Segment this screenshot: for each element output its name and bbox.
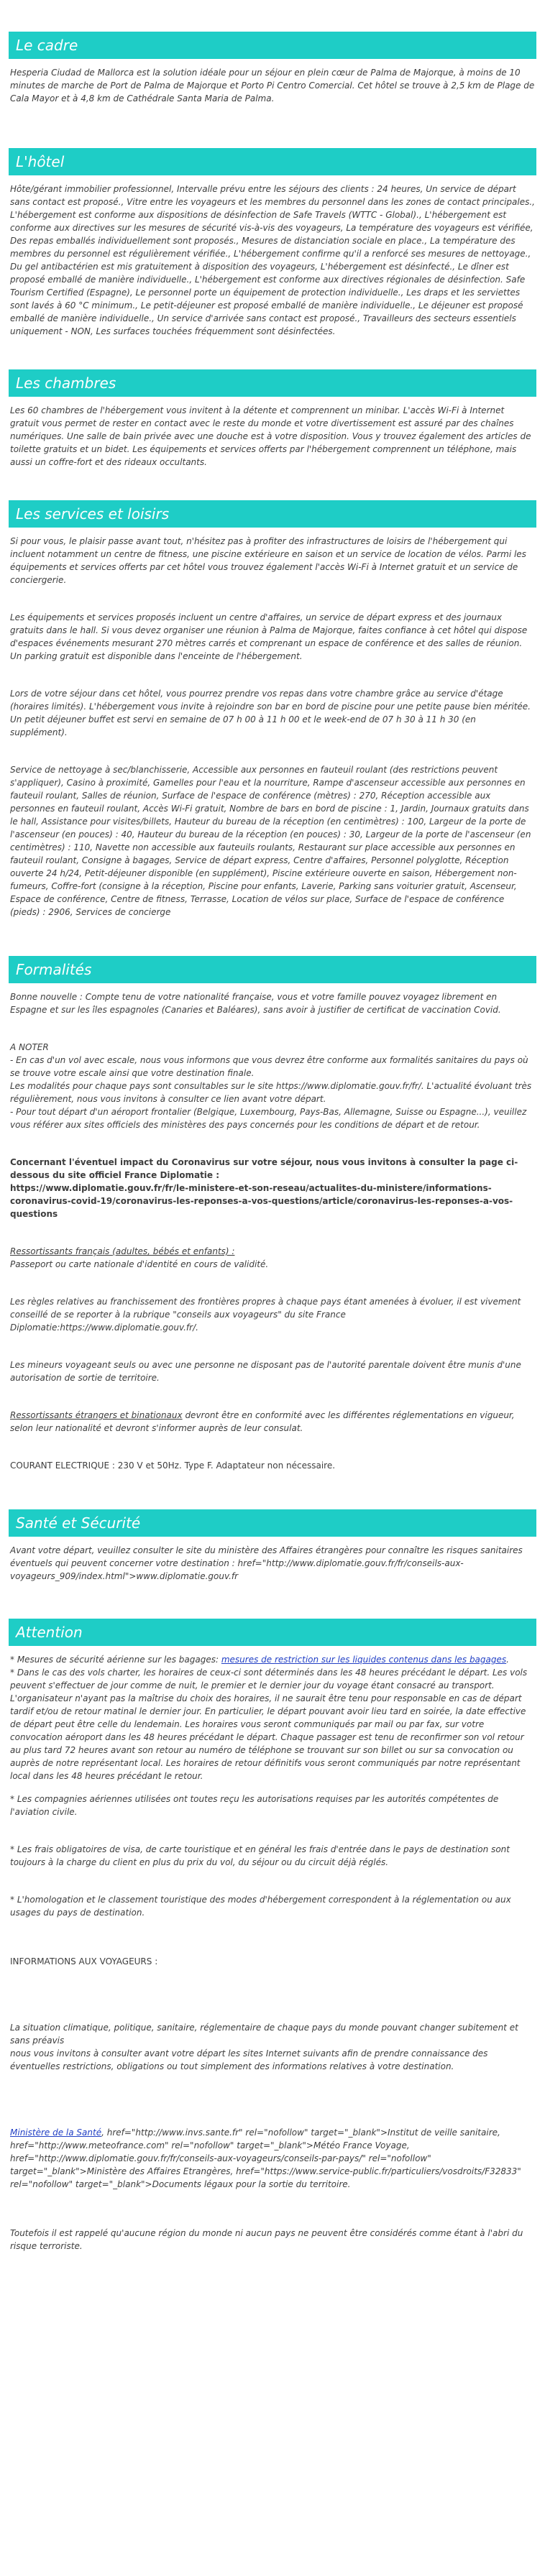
section-services <box>10 479 535 919</box>
cadre-text: Hesperia Ciudad de Mallorca est la solution idéale pour un séjour en plein cœur de Palma de Majorque, à moins de 10 minutes de marche de Port de Palma de Majorque et Porto Pi Centro Comercial. Cet hôtel se trouve à 2,5 km de Plage de Cala Mayor et à 4,8 km de Cathédrale Santa Maria de Palma. <box>10 68 535 104</box>
services-paragraph-3: Lors de votre séjour dans cet hôtel, vous pourrez prendre vos repas dans votre chambre grâce au service d'étage (horaires limités). L'hébergement vous invite à rejoindre son bar en bord de piscine pour une petite pause bien méritée. Un petit déjeuner buffet est servi en semaine de 07 h 00 à 11 h 00 et le week-end de 07 h 30 à 11 h 30 (en supplément). <box>10 689 531 737</box>
formalites-etrangers-text: devront être en conformité avec les différentes réglementations en vigueur, selon leur nationalité et devront s'informer auprès de leur consulat. <box>10 1410 515 1433</box>
liquids-restriction-link[interactable]: mesures de restriction sur les liquides contenus dans les bagages <box>221 1655 507 1665</box>
attention-situation <box>10 2021 535 2073</box>
attention-situation-line: nous vous invitons à consulter avant votre départ les sites Internet suivants afin de prendre connaissance des éventuelles restrictions, obligations ou tout simplement des informations relatives à votre destination. <box>10 2048 488 2071</box>
section-title-attention: Attention <box>9 1619 536 1646</box>
section-chambres <box>10 348 535 469</box>
section-title-formalites: Formalités <box>9 956 536 983</box>
attention-compagnies: * Les compagnies aériennes utilisées ont toutes reçu les autorisations requises par les autorités compétentes de l'aviation civile. <box>10 1794 499 1817</box>
formalites-regles: Les règles relatives au franchissement des frontières propres à chaque pays étant amenées à évoluer, il est vivement conseillé de se reporter à la rubrique "conseils aux voyageurs" du site France Diplomatie:https://www.diplomatie.gouv.fr/. <box>10 1297 521 1333</box>
section-title-services: Les services et loisirs <box>9 500 536 528</box>
formalites-courant: COURANT ELECTRIQUE : 230 V et 50Hz. Type F. Adaptateur non nécessaire. <box>10 1460 336 1471</box>
attention-links <box>10 2126 535 2191</box>
services-paragraph-1: Si pour vous, le plaisir passe avant tout, n'hésitez pas à profiter des infrastructures de loisirs de l'hébergement qui incluent notamment un centre de fitness, une piscine extérieure en saison et un service de location de vélos. Parmi les équipements et services offerts par cet hôtel vous trouvez également l'accès Wi-Fi à Internet gratuit et un service de conciergerie. <box>10 536 526 585</box>
attention-bagages-text: * Mesures de sécurité aérienne sur les bagages: <box>10 1655 221 1665</box>
formalites-etrangers <box>10 1409 535 1435</box>
formalites-francais-heading: Ressortissants français (adultes, bébés et enfants) : <box>10 1246 235 1256</box>
attention-bagages <box>10 1653 535 1666</box>
formalites-note-line: - Pour tout départ d'un aéroport frontalier (Belgique, Luxembourg, Pays-Bas, Allemagne, Suisse ou Espagne...), veuillez vous référer aux sites officiels des ministères des pays concernés pour les conditions de départ et de retour. <box>10 1107 527 1130</box>
ministere-sante-link[interactable]: Ministère de la Santé <box>10 2128 102 2138</box>
formalites-note-line: Les modalités pour chaque pays sont consultables sur le site https://www.diplomatie.gouv.fr/fr/. L'actualité évoluant très régulièrement, nous vous invitons à consulter ce lien avant votre départ. <box>10 1081 532 1104</box>
formalites-etrangers-heading: Ressortissants étrangers et binationaux <box>10 1410 183 1420</box>
section-title-cadre: Le cadre <box>9 32 536 59</box>
formalites-francais <box>10 1245 535 1271</box>
attention-bagages-end: . <box>506 1655 509 1665</box>
formalites-covid-notice <box>10 1156 535 1220</box>
section-title-hotel: L'hôtel <box>9 148 536 175</box>
attention-homologation: * L'homologation et le classement touristique des modes d'hébergement correspondent à la réglementation ou aux usages du pays de destination. <box>10 1895 511 1918</box>
formalites-covid-text: Concernant l'éventuel impact du Coronavirus sur votre séjour, nous vous invitons à consulter la page ci-dessous du site officiel France Diplomatie : <box>10 1157 518 1180</box>
formalites-note-line: - En cas d'un vol avec escale, nous vous informons que vous devrez être conforme aux formalités sanitaires du pays où se trouve votre escale ainsi que votre destination finale. <box>10 1055 528 1078</box>
formalites-intro: Bonne nouvelle : Compte tenu de votre nationalité française, vous et votre famille pouvez voyagez librement en Espagne et sur les îles espagnoles (Canaries et Baléares), sans avoir à justifier de certificat de vaccination Covid. <box>10 992 501 1015</box>
attention-links-text: , href="http://www.invs.sante.fr" rel="nofollow" target="_blank">Institut de veille sanitaire, href="http://www.meteofrance.com" rel="nofollow" target="_blank">Météo France Voyage, href="http://www.diplomatie.gouv.fr/fr/conseils-aux-voyageurs/conseils-par-pays/" rel="nofollow" target="_blank">Ministère des Affaires Etrangères, href="https://www.service-public.fr/particuliers/vosdroits/F32833" rel="nofollow" target="_blank">Documents légaux pour la sortie du territoire. <box>10 2128 521 2189</box>
section-cadre <box>10 0 535 105</box>
chambres-text: Les 60 chambres de l'hébergement vous invitent à la détente et comprennent un minibar. L'accès Wi-Fi à Internet gratuit vous permet de rester en contact avec le reste du monde et votre divertissement est assuré par des chaînes numériques. Une salle de bain privée avec une douche est à votre disposition. Vous y trouvez également des articles de toilette gratuits et un bidet. Les équipements et services offerts par l'hébergement comprennent un téléphone, mais aussi un coffre-fort et des rideaux occultants. <box>10 405 531 467</box>
attention-situation-line: La situation climatique, politique, sanitaire, réglementaire de chaque pays du monde pouvant changer subitement et sans préavis <box>10 2023 518 2046</box>
section-title-chambres: Les chambres <box>9 369 536 397</box>
attention-toutefois: Toutefois il est rappelé qu'aucune région du monde ni aucun pays ne peuvent être considérés comme étant à l'abri du risque terroriste. <box>10 2228 523 2251</box>
section-title-sante: Santé et Sécurité <box>9 1509 536 1537</box>
formalites-note-heading: A NOTER <box>10 1042 49 1052</box>
section-hotel <box>10 115 535 338</box>
formalites-covid-link[interactable]: https://www.diplomatie.gouv.fr/fr/le-ministere-et-son-reseau/actualites-du-ministere/informations-coronavirus-covid-19/coronavirus-les-reponses-a-vos-questions/article/coronavirus-les-reponses-a-vos-questions <box>10 1183 513 1219</box>
formalites-francais-text: Passeport ou carte nationale d'identité en cours de validité. <box>10 1259 269 1269</box>
attention-frais: * Les frais obligatoires de visa, de carte touristique et en général les frais d'entrée dans le pays de destination sont toujours à la charge du client en plus du prix du vol, du séjour ou du circuit déjà réglés. <box>10 1844 510 1867</box>
attention-horaires: * Dans le cas des vols charter, les horaires de ceux-ci sont déterminés dans les 48 heures précédant le départ. Les vols peuvent s'effectuer de jour comme de nuit, le premier et le dernier jour du voyage étant consacré au transport. L'organisateur n'ayant pas la maîtrise du choix des horaires, il ne saurait être tenu pour responsable en cas de départ tardif et/ou de retour matinal le dernier jour. En particulier, le départ pouvant avoir lieu tard en soirée, la date effective de départ peut être celle du lendemain. Les horaires vous seront communiqués par mail ou par fax, sur votre convocation aéroport dans les 48 heures précédant le départ. Chaque passager est tenu de reconfirmer son vol retour au plus tard 72 heures avant son retour au numéro de téléphone se trouvant sur son billet ou sur sa convocation ou auprès de notre représentant local. Les horaires de retour définitifs vous seront communiqués par notre représentant local dans les 48 heures précédant le retour. <box>10 1668 528 1781</box>
hotel-text: Hôte/gérant immobilier professionnel, Intervalle prévu entre les séjours des clients : 24 heures, Un service de départ sans contact est proposé., Vitre entre les voyageurs et les membres du personnel dans les zones de contact principales., L'hébergement est conforme aux dispositions de désinfection de Safe Travels (WTTC - Global)., L'hébergement est conforme aux directives sur les mesures de sécurité vis-à-vis des voyageurs, La température des voyageurs est vérifiée, Des repas emballés individuellement sont proposés., Mesures de distanciation sociale en place., La température des membres du personnel est régulièrement vérifiée., L'hébergement confirme qu'il a renforcé ses mesures de nettoyage., Du gel antibactérien est mis gratuitement à disposition des voyageurs, L'hébergement est désinfecté., Le dîner est proposé emballé de manière individuelle., L'hébergement est conforme aux directives régionales de désinfection. Safe Tourism Certified (Espagne), Le personnel porte un équipement de protection individuelle., Les draps et les serviettes sont lavés à 60 °C minimum., Le petit-déjeuner est proposé emballé de manière individuelle., Le déjeuner est proposé emballé de manière individuelle., Un service d'arrivée sans contact est proposé., Travailleurs des secteurs essentiels uniquement - NON, Les surfaces touchées fréquemment sont désinfectées. <box>10 184 535 336</box>
services-paragraph-4: Service de nettoyage à sec/blanchisserie, Accessible aux personnes en fauteuil roulant (des restrictions peuvent s'appliquer), Casino à proximité, Gamelles pour l'eau et la nourriture, Rampe d'ascenseur accessible aux personnes en fauteuil roulant, Salles de réunion, Surface de l'espace de conférence (mètres) : 270, Réception accessible aux personnes en fauteuil roulant, Accès Wi-Fi gratuit, Nombre de bars en bord de piscine : 1, Jardin, Journaux gratuits dans le hall, Assistance pour visites/billets, Hauteur du bureau de la réception (en centimètres) : 100, Largeur de la porte de l'ascenseur (en pouces) : 40, Hauteur du bureau de la réception (en pouces) : 30, Largeur de la porte de l'ascenseur (en centimètres) : 110, Navette non accessible aux fauteuils roulants, Restaurant sur place accessible aux personnes en fauteuil roulant, Consigne à bagages, Service de départ express, Centre d'affaires, Personnel polyglotte, Réception ouverte 24 h/24, Petit-déjeuner disponible (en supplément), Piscine extérieure ouverte en saison, Hébergement non-fumeurs, Coffre-fort (consigne à la réception, Piscine pour enfants, Laverie, Parking sans voiturier gratuit, Ascenseur, Espace de conférence, Centre de fitness, Terrasse, Location de vélos sur place, Surface de l'espace de conférence (pieds) : 2906, Services de concierge <box>10 765 531 917</box>
services-paragraph-2: Les équipements et services proposés incluent un centre d'affaires, un service de départ express et des journaux gratuits dans le hall. Si vous devez organiser une réunion à Palma de Majorque, faites confiance à cet hôtel qui dispose d'espaces événements mesurant 270 mètres carrés et comprenant un espace de conférence et des salles de réunion. Un parking gratuit est disponible dans l'enceinte de l'hébergement. <box>10 612 528 661</box>
formalites-note <box>10 1041 535 1131</box>
section-sante <box>10 1482 535 1583</box>
section-formalites <box>10 929 535 1472</box>
formalites-mineurs: Les mineurs voyageant seuls ou avec une personne ne disposant pas de l'autorité parentale doivent être munis d'une autorisation de sortie de territoire. <box>10 1360 521 1383</box>
section-attention <box>10 1593 535 2253</box>
attention-infos-heading: INFORMATIONS AUX VOYAGEURS : <box>10 1956 158 1966</box>
sante-text: Avant votre départ, veuillez consulter le site du ministère des Affaires étrangères pour connaître les risques sanitaires éventuels qui peuvent concerner votre destination : href="http://www.diplomatie.gouv.fr/fr/conseils-aux-voyageurs_909/index.html">www.diplomatie.gouv.fr <box>10 1545 523 1581</box>
